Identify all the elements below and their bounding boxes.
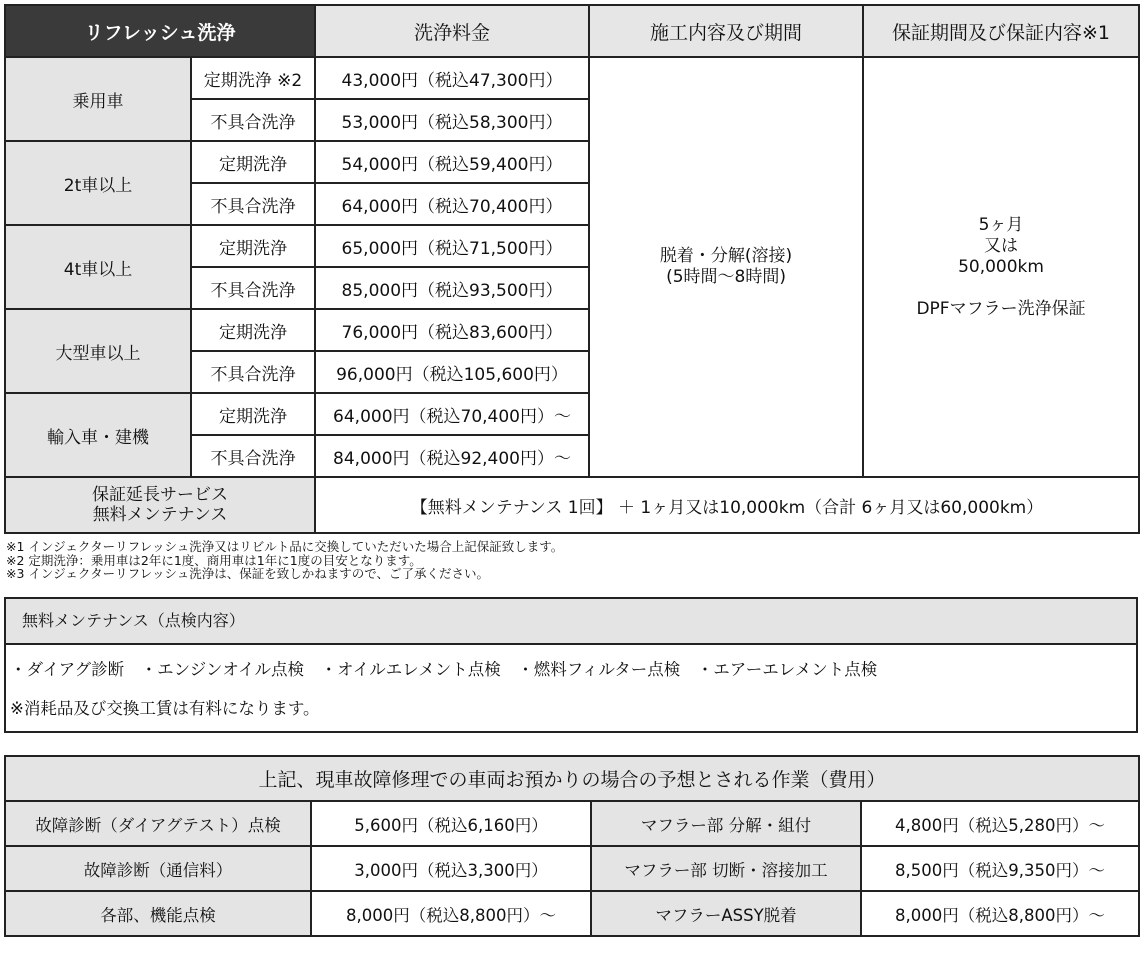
repair-value-cell: 3,000円（税込3,300円） — [311, 846, 591, 891]
repair-label-cell: 故障診断（ダイアグテスト）点検 — [5, 801, 311, 846]
maintenance-box — [4, 597, 1138, 733]
price-cell: 96,000円（税込105,600円） — [315, 351, 589, 393]
wash-type-cell: 定期洗浄 — [191, 393, 315, 435]
price-cell: 64,000円（税込70,400円）～ — [315, 393, 589, 435]
category-cell: 2t車以上 — [5, 141, 191, 225]
price-cell: 53,000円（税込58,300円） — [315, 99, 589, 141]
category-cell: 4t車以上 — [5, 225, 191, 309]
price-cell: 65,000円（税込71,500円） — [315, 225, 589, 267]
header-wash-fee: 洗浄料金 — [315, 5, 589, 57]
extension-row — [5, 477, 1139, 533]
price-table — [4, 4, 1140, 534]
table-row — [5, 846, 1139, 891]
maintenance-header: 無料メンテナンス（点検内容） — [6, 599, 1136, 645]
wash-type-cell: 不具合洗浄 — [191, 99, 315, 141]
category-cell: 大型車以上 — [5, 309, 191, 393]
footnote: ※3 インジェクターリフレッシュ洗浄は、保証を致しかねますので、ご了承ください。 — [6, 566, 489, 581]
repair-label-cell: 故障診断（通信料） — [5, 846, 311, 891]
table-row — [5, 801, 1139, 846]
price-cell: 85,000円（税込93,500円） — [315, 267, 589, 309]
repair-cost-table — [4, 755, 1140, 937]
header-work-content: 施工内容及び期間 — [589, 5, 863, 57]
repair-value-cell: 5,600円（税込6,160円） — [311, 801, 591, 846]
price-table-header-row — [5, 5, 1139, 57]
repair-label-cell: 各部、機能点検 — [5, 891, 311, 936]
warranty-cell: 5ヶ月 又は 50,000km DPFマフラー洗浄保証 — [863, 57, 1139, 477]
wash-type-cell: 定期洗浄 ※2 — [191, 57, 315, 99]
repair-value-cell: 8,000円（税込8,800円）～ — [861, 891, 1139, 936]
header-warranty: 保証期間及び保証内容※1 — [863, 5, 1139, 57]
repair-value-cell: 8,000円（税込8,800円）～ — [311, 891, 591, 936]
price-cell: 64,000円（税込70,400円） — [315, 183, 589, 225]
footnotes — [6, 540, 563, 581]
extension-value-cell: 【無料メンテナンス 1回】 ＋ 1ヶ月又は10,000km（合計 6ヶ月又は60,000km） — [315, 477, 1139, 533]
footnote: ※2 定期洗浄：乗用車は2年に1度、商用車は1年に1度の目安となります。 — [6, 552, 422, 568]
category-cell: 輸入車・建機 — [5, 393, 191, 477]
repair-value-cell: 8,500円（税込9,350円）～ — [861, 846, 1139, 891]
price-cell: 84,000円（税込92,400円）～ — [315, 435, 589, 477]
price-cell: 43,000円（税込47,300円） — [315, 57, 589, 99]
price-cell: 76,000円（税込83,600円） — [315, 309, 589, 351]
maintenance-note: ※消耗品及び交換工賃は有料になります。 — [10, 699, 320, 718]
footnote: ※1 インジェクターリフレッシュ洗浄又はリビルト品に交換していただいた場合上記保証致します。 — [6, 539, 564, 554]
header-refresh-wash: リフレッシュ洗浄 — [5, 5, 315, 57]
extension-label-cell: 保証延長サービス 無料メンテナンス — [5, 477, 315, 533]
repair-label-cell: マフラー部 分解・組付 — [591, 801, 861, 846]
wash-type-cell: 定期洗浄 — [191, 225, 315, 267]
work-content-cell: 脱着・分解(溶接) (5時間～8時間) — [589, 57, 863, 477]
repair-title-row — [5, 756, 1139, 801]
repair-label-cell: マフラー部 切断・溶接加工 — [591, 846, 861, 891]
maintenance-items: ・ダイアグ診断 ・エンジンオイル点検 ・オイルエレメント点検 ・燃料フィルター点検 ・エアーエレメント点検 — [10, 660, 878, 679]
price-cell: 54,000円（税込59,400円） — [315, 141, 589, 183]
repair-label-cell: マフラーASSY脱着 — [591, 891, 861, 936]
wash-type-cell: 不具合洗浄 — [191, 351, 315, 393]
table-row — [5, 891, 1139, 936]
wash-type-cell: 定期洗浄 — [191, 309, 315, 351]
repair-table-title: 上記、現車故障修理での車両お預かりの場合の予想とされる作業（費用） — [5, 756, 1139, 801]
table-row — [5, 57, 1139, 99]
wash-type-cell: 不具合洗浄 — [191, 267, 315, 309]
wash-type-cell: 不具合洗浄 — [191, 183, 315, 225]
wash-type-cell: 定期洗浄 — [191, 141, 315, 183]
repair-value-cell: 4,800円（税込5,280円）～ — [861, 801, 1139, 846]
category-cell: 乗用車 — [5, 57, 191, 141]
wash-type-cell: 不具合洗浄 — [191, 435, 315, 477]
